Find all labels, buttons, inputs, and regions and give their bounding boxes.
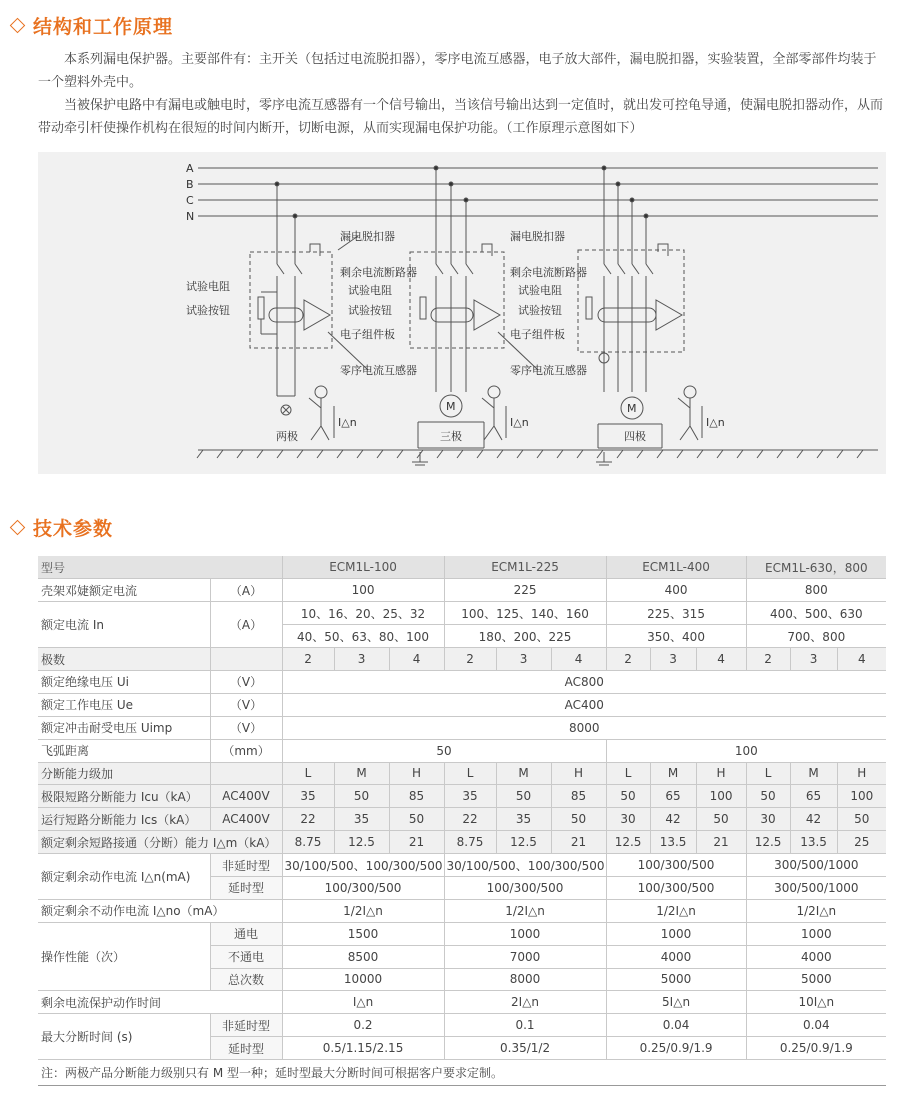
row-label: 额定剩余短路接通（分断）能力 I△m（kA） [38,831,282,854]
cell: 85 [551,785,606,808]
cell: 25 [837,831,886,854]
label-ct-1: 零序电流互感器 [340,364,417,377]
table-row [38,762,886,785]
cell: 65 [650,785,696,808]
cell: 3 [790,648,837,671]
label-current-2: I△n [510,416,529,429]
row-unit [210,648,282,671]
label-board-1: 电子组件板 [340,328,395,341]
cell: 10I△n [746,991,886,1014]
label-two-pole: 两极 [276,430,298,443]
cell: 700、800 [746,625,886,648]
row-sublabel: 延时型 [210,876,282,899]
cell: 12.5 [496,831,551,854]
cell: 0.35/1/2 [444,1037,606,1060]
cell: M [334,762,389,785]
table-row [38,579,886,602]
cell: 1500 [282,922,444,945]
cell: 8.75 [282,831,334,854]
row-label: 壳架邓婕额定电流 [38,579,210,602]
cell: 225、315 [606,602,746,625]
table-row [38,739,886,762]
cell: 5I△n [606,991,746,1014]
row-label: 极限短路分断能力 Icu（kA） [38,785,210,808]
cell: 0.04 [606,1014,746,1037]
cell: 10、16、20、25、32 [282,602,444,625]
cell: 4 [551,648,606,671]
diamond-icon [10,18,26,34]
row-label: 飞弧距离 [38,739,210,762]
cell: M [496,762,551,785]
schematic-svg [38,152,886,474]
cell: 300/500/1000 [746,876,886,899]
cell: 21 [696,831,746,854]
row-unit: （V） [210,693,282,716]
cell: 100 [606,739,886,762]
motor-label-1: M [446,400,456,413]
cell: 30/100/500、100/300/500 [444,854,606,877]
label-rcd-1: 剩余电流断路器 [340,266,417,279]
cell: L [606,762,650,785]
cell: 8000 [444,968,606,991]
cell: 35 [334,808,389,831]
header-model: 型号 [38,556,282,579]
cell: 4 [696,648,746,671]
cell: 100/300/500 [282,876,444,899]
cell: L [444,762,496,785]
table-row [38,854,886,877]
cell: 40、50、63、80、100 [282,625,444,648]
cell: 3 [496,648,551,671]
row-label: 额定绝缘电压 Ui [38,670,210,693]
cell: 100、125、140、160 [444,602,606,625]
cell: 12.5 [606,831,650,854]
cell: 1/2I△n [282,899,444,922]
label-test-button-3: 试验按钮 [518,304,562,317]
cell: 8500 [282,945,444,968]
label-board-2: 电子组件板 [510,328,565,341]
row-label: 额定工作电压 Ue [38,693,210,716]
cell: 2 [606,648,650,671]
cell: 35 [496,808,551,831]
cell: 3 [334,648,389,671]
cell: H [696,762,746,785]
row-sublabel: 不通电 [210,945,282,968]
cell: 0.5/1.15/2.15 [282,1037,444,1060]
table-row [38,1014,886,1037]
table-row [38,602,886,625]
cell: 50 [696,808,746,831]
cell: 1/2I△n [444,899,606,922]
cell: 100/300/500 [606,854,746,877]
cell: AC800 [282,670,886,693]
cell: 21 [551,831,606,854]
row-unit: （A） [210,602,282,648]
cell: 800 [746,579,886,602]
table-row [38,831,886,854]
spec-table [38,556,886,1086]
table-note-row [38,1060,886,1086]
cell: 400、500、630 [746,602,886,625]
cell: 13.5 [790,831,837,854]
label-ct-2: 零序电流互感器 [510,364,587,377]
cell: 4000 [606,945,746,968]
table-row [38,785,886,808]
cell: 22 [444,808,496,831]
cell: 35 [444,785,496,808]
bus-label-b: B [186,178,194,191]
cell: 7000 [444,945,606,968]
header-model-630: ECM1L-630，800 [746,556,886,579]
row-label: 额定电流 In [38,602,210,648]
cell: 12.5 [334,831,389,854]
cell: 35 [282,785,334,808]
cell: 2I△n [444,991,606,1014]
table-row [38,693,886,716]
label-three-pole: 三极 [440,430,462,443]
table-row [38,670,886,693]
row-sublabel: 通电 [210,922,282,945]
row-label: 分断能力级加 [38,762,210,785]
cell: 30 [606,808,650,831]
cell: 50 [837,808,886,831]
cell: 100 [837,785,886,808]
cell: 50 [746,785,790,808]
cell: 0.04 [746,1014,886,1037]
cell: 8000 [282,716,886,739]
cell: L [746,762,790,785]
table-row [38,991,886,1014]
table-row [38,648,886,671]
cell: 4 [837,648,886,671]
cell: 2 [444,648,496,671]
cell: 50 [496,785,551,808]
cell: 1000 [606,922,746,945]
cell: M [650,762,696,785]
cell: 42 [650,808,696,831]
intro-text [38,48,888,140]
row-label: 操作性能（次） [38,922,210,991]
bus-label-c: C [186,194,194,207]
working-principle-diagram [38,152,886,474]
motor-label-2: M [627,402,637,415]
cell: 2 [746,648,790,671]
row-label: 剩余电流保护动作时间 [38,991,282,1014]
cell: 21 [389,831,444,854]
row-label: 最大分断时间 (s) [38,1014,210,1060]
row-unit: （V） [210,670,282,693]
cell: 100/300/500 [444,876,606,899]
cell: 10000 [282,968,444,991]
row-label: 额定冲击耐受电压 Uimp [38,716,210,739]
cell: AC400 [282,693,886,716]
cell: 0.25/0.9/1.9 [606,1037,746,1060]
cell: 400 [606,579,746,602]
row-unit: （A） [210,579,282,602]
cell: 300/500/1000 [746,854,886,877]
label-test-resistor-3: 试验电阻 [518,284,562,297]
row-label: 运行短路分断能力 Ics（kA） [38,808,210,831]
label-test-button-1: 试验按钮 [186,304,230,317]
label-current-1: I△n [338,416,357,429]
cell: 2 [282,648,334,671]
table-row [38,808,886,831]
cell: 42 [790,808,837,831]
cell: 100 [282,579,444,602]
cell: L [282,762,334,785]
cell: 30 [746,808,790,831]
cell: 1/2I△n [606,899,746,922]
intro-paragraph-2: 当被保护电路中有漏电或触电时，零序电流互感器有一个信号输出，当该信号输出达到一定值时，就出发可控龟导通，使漏电脱扣器动作，从而带动牵引杆使操作机构在很短的时间内断开，切断电源，从而实现漏电保护功能。（工作原理示意图如下） [38,98,884,136]
label-test-resistor-1: 试验电阻 [186,280,230,293]
cell: 8.75 [444,831,496,854]
row-label: 额定剩余动作电流 I△n(mA) [38,854,210,900]
cell: 3 [650,648,696,671]
cell: 4 [389,648,444,671]
cell: H [551,762,606,785]
cell: 1/2I△n [746,899,886,922]
header-model-100: ECM1L-100 [282,556,444,579]
cell: 50 [551,808,606,831]
cell: 100/300/500 [606,876,746,899]
header-model-400: ECM1L-400 [606,556,746,579]
cell: H [837,762,886,785]
cell: 350、400 [606,625,746,648]
table-row [38,716,886,739]
cell: 4000 [746,945,886,968]
row-unit: AC400V [210,785,282,808]
label-current-3: I△n [706,416,725,429]
cell: 0.25/0.9/1.9 [746,1037,886,1060]
cell: 1000 [444,922,606,945]
cell: 85 [389,785,444,808]
cell: 65 [790,785,837,808]
row-sublabel: 延时型 [210,1037,282,1060]
table-row [38,922,886,945]
row-label: 额定剩余不动作电流 I△no（mA） [38,899,282,922]
cell: 1000 [746,922,886,945]
cell: I△n [282,991,444,1014]
row-unit: （V） [210,716,282,739]
row-sublabel: 非延时型 [210,1014,282,1037]
cell: 30/100/500、100/300/500 [282,854,444,877]
cell: 50 [334,785,389,808]
row-unit: （mm） [210,739,282,762]
section-title: 结构和工作原理 [33,16,174,38]
section-title: 技术参数 [33,518,114,540]
cell: 0.2 [282,1014,444,1037]
cell: M [790,762,837,785]
cell: 0.1 [444,1014,606,1037]
intro-paragraph-1: 本系列漏电保护器。主要部件有：主开关（包括过电流脱扣器），零序电流互感器，电子放大部件，漏电脱扣器，实验装置，全部零部件均装于一个塑料外壳中。 [38,52,877,90]
cell: 5000 [606,968,746,991]
cell: 50 [282,739,606,762]
cell: 50 [389,808,444,831]
header-model-225: ECM1L-225 [444,556,606,579]
cell: 100 [696,785,746,808]
cell: 180、200、225 [444,625,606,648]
cell: 13.5 [650,831,696,854]
cell: 5000 [746,968,886,991]
row-sublabel: 非延时型 [210,854,282,877]
diamond-icon [10,520,26,536]
cell: 225 [444,579,606,602]
row-unit: AC400V [210,808,282,831]
label-rcd-2: 剩余电流断路器 [510,266,587,279]
row-sublabel: 总次数 [210,968,282,991]
cell: 12.5 [746,831,790,854]
table-header-row [38,556,886,579]
table-note: 注：两极产品分断能力级别只有 M 型一种；延时型最大分断时间可根据客户要求定制。 [38,1060,886,1086]
cell: 22 [282,808,334,831]
section-specs-heading [8,514,113,541]
bus-label-a: A [186,162,194,175]
label-test-button-2: 试验按钮 [348,304,392,317]
cell: 50 [606,785,650,808]
row-label: 极数 [38,648,210,671]
label-release-1: 漏电脱扣器 [340,230,395,243]
table-row [38,899,886,922]
section-structure-heading [8,12,173,39]
label-test-resistor-2: 试验电阻 [348,284,392,297]
row-unit [210,762,282,785]
cell: H [389,762,444,785]
label-four-pole: 四极 [624,430,646,443]
bus-label-n: N [186,210,195,223]
label-release-2: 漏电脱扣器 [510,230,565,243]
